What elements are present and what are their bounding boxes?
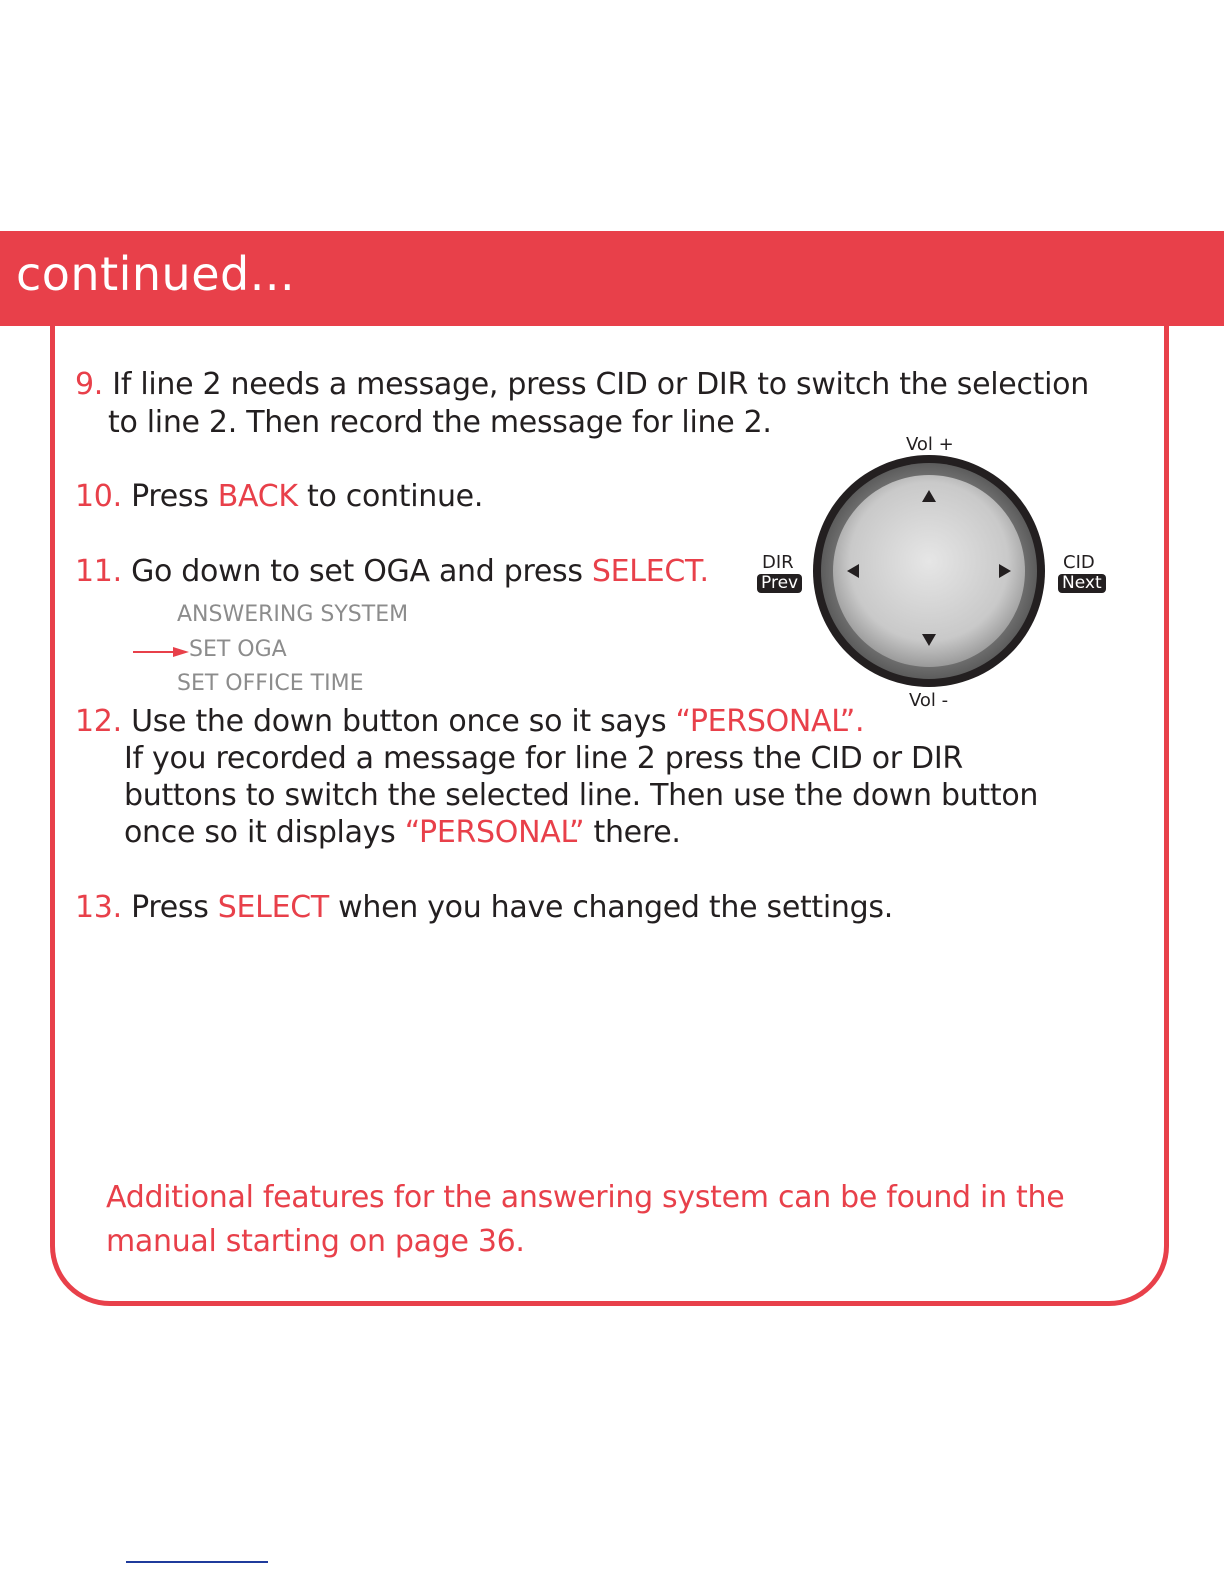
step-number: 11. [75, 554, 122, 589]
menu-item-set-oga: SET OGA [189, 637, 287, 662]
note-line-1: Additional features for the answering system can be found in the [106, 1180, 1065, 1215]
step-9-continued [108, 404, 772, 442]
additional-features-note [106, 1176, 1064, 1264]
step-text: Press [131, 890, 209, 925]
step-number: 13. [75, 890, 122, 925]
menu-item-set-office-time: SET OFFICE TIME [177, 671, 364, 696]
next-badge: Next [1058, 574, 1106, 593]
step-text: to line 2. Then record the message for line 2. [108, 405, 772, 440]
selection-arrow-icon [133, 645, 189, 659]
step-number: 10. [75, 479, 122, 514]
step-text: to continue. [307, 479, 484, 514]
step-12-continued [124, 777, 1038, 815]
personal-setting-label: “PERSONAL”. [675, 704, 865, 739]
select-key-label: SELECT. [591, 554, 709, 589]
vol-down-label: Vol - [909, 690, 949, 711]
dir-label: DIR [762, 552, 794, 573]
bottom-rule [126, 1561, 268, 1563]
cid-label: CID [1063, 552, 1095, 573]
step-text: Press [131, 479, 209, 514]
step-text: there. [593, 815, 681, 850]
step-13 [75, 889, 893, 927]
step-11 [75, 553, 709, 591]
step-text: Use the down button once so it says [131, 704, 667, 739]
step-text: when you have changed the settings. [338, 890, 893, 925]
step-number: 9. [75, 367, 104, 402]
step-12 [75, 703, 864, 741]
back-key-label: BACK [217, 479, 298, 514]
page-title: continued... [16, 247, 296, 301]
menu-item-answering-system: ANSWERING SYSTEM [177, 602, 409, 627]
step-9 [75, 366, 1089, 404]
step-text: once so it displays [124, 815, 396, 850]
step-text: If you recorded a message for line 2 press the CID or DIR [124, 741, 963, 776]
vol-up-label: Vol + [906, 434, 954, 455]
prev-badge: Prev [757, 574, 802, 593]
personal-setting-label: “PERSONAL” [404, 815, 585, 850]
step-text: buttons to switch the selected line. Then use the down button [124, 778, 1039, 813]
step-number: 12. [75, 704, 122, 739]
step-12-continued [124, 740, 963, 778]
step-text: If line 2 needs a message, press CID or DIR to switch the selection [112, 367, 1089, 402]
select-key-label: SELECT [217, 890, 329, 925]
step-text: Go down to set OGA and press [131, 554, 583, 589]
step-10 [75, 478, 483, 516]
note-line-2: manual starting on page 36. [106, 1224, 525, 1259]
step-12-continued [124, 814, 681, 852]
